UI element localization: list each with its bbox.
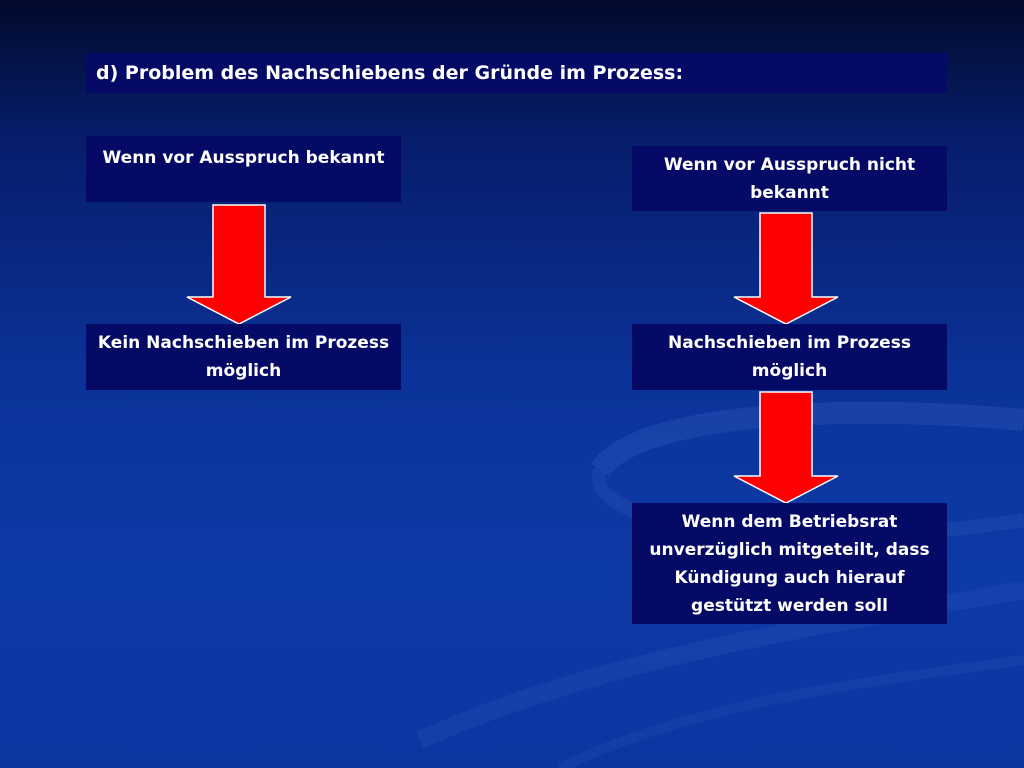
slide-title: d) Problem des Nachschiebens der Gründe im Prozess:: [86, 53, 947, 93]
works-council-requirement-box: Wenn dem Betriebsrat unverzüglich mitgeteilt, dass Kündigung auch hierauf gestützt werden soll: [632, 503, 947, 624]
condition-known-box: Wenn vor Ausspruch bekannt: [86, 136, 401, 202]
down-arrow-icon: [731, 391, 841, 505]
down-arrow-icon: [184, 204, 294, 326]
condition-not-known-box: Wenn vor Ausspruch nicht bekannt: [632, 146, 947, 211]
down-arrow-icon: [731, 212, 841, 326]
result-no-resubmission-box: Kein Nachschieben im Prozess möglich: [86, 324, 401, 390]
result-resubmission-box: Nachschieben im Prozess möglich: [632, 324, 947, 390]
